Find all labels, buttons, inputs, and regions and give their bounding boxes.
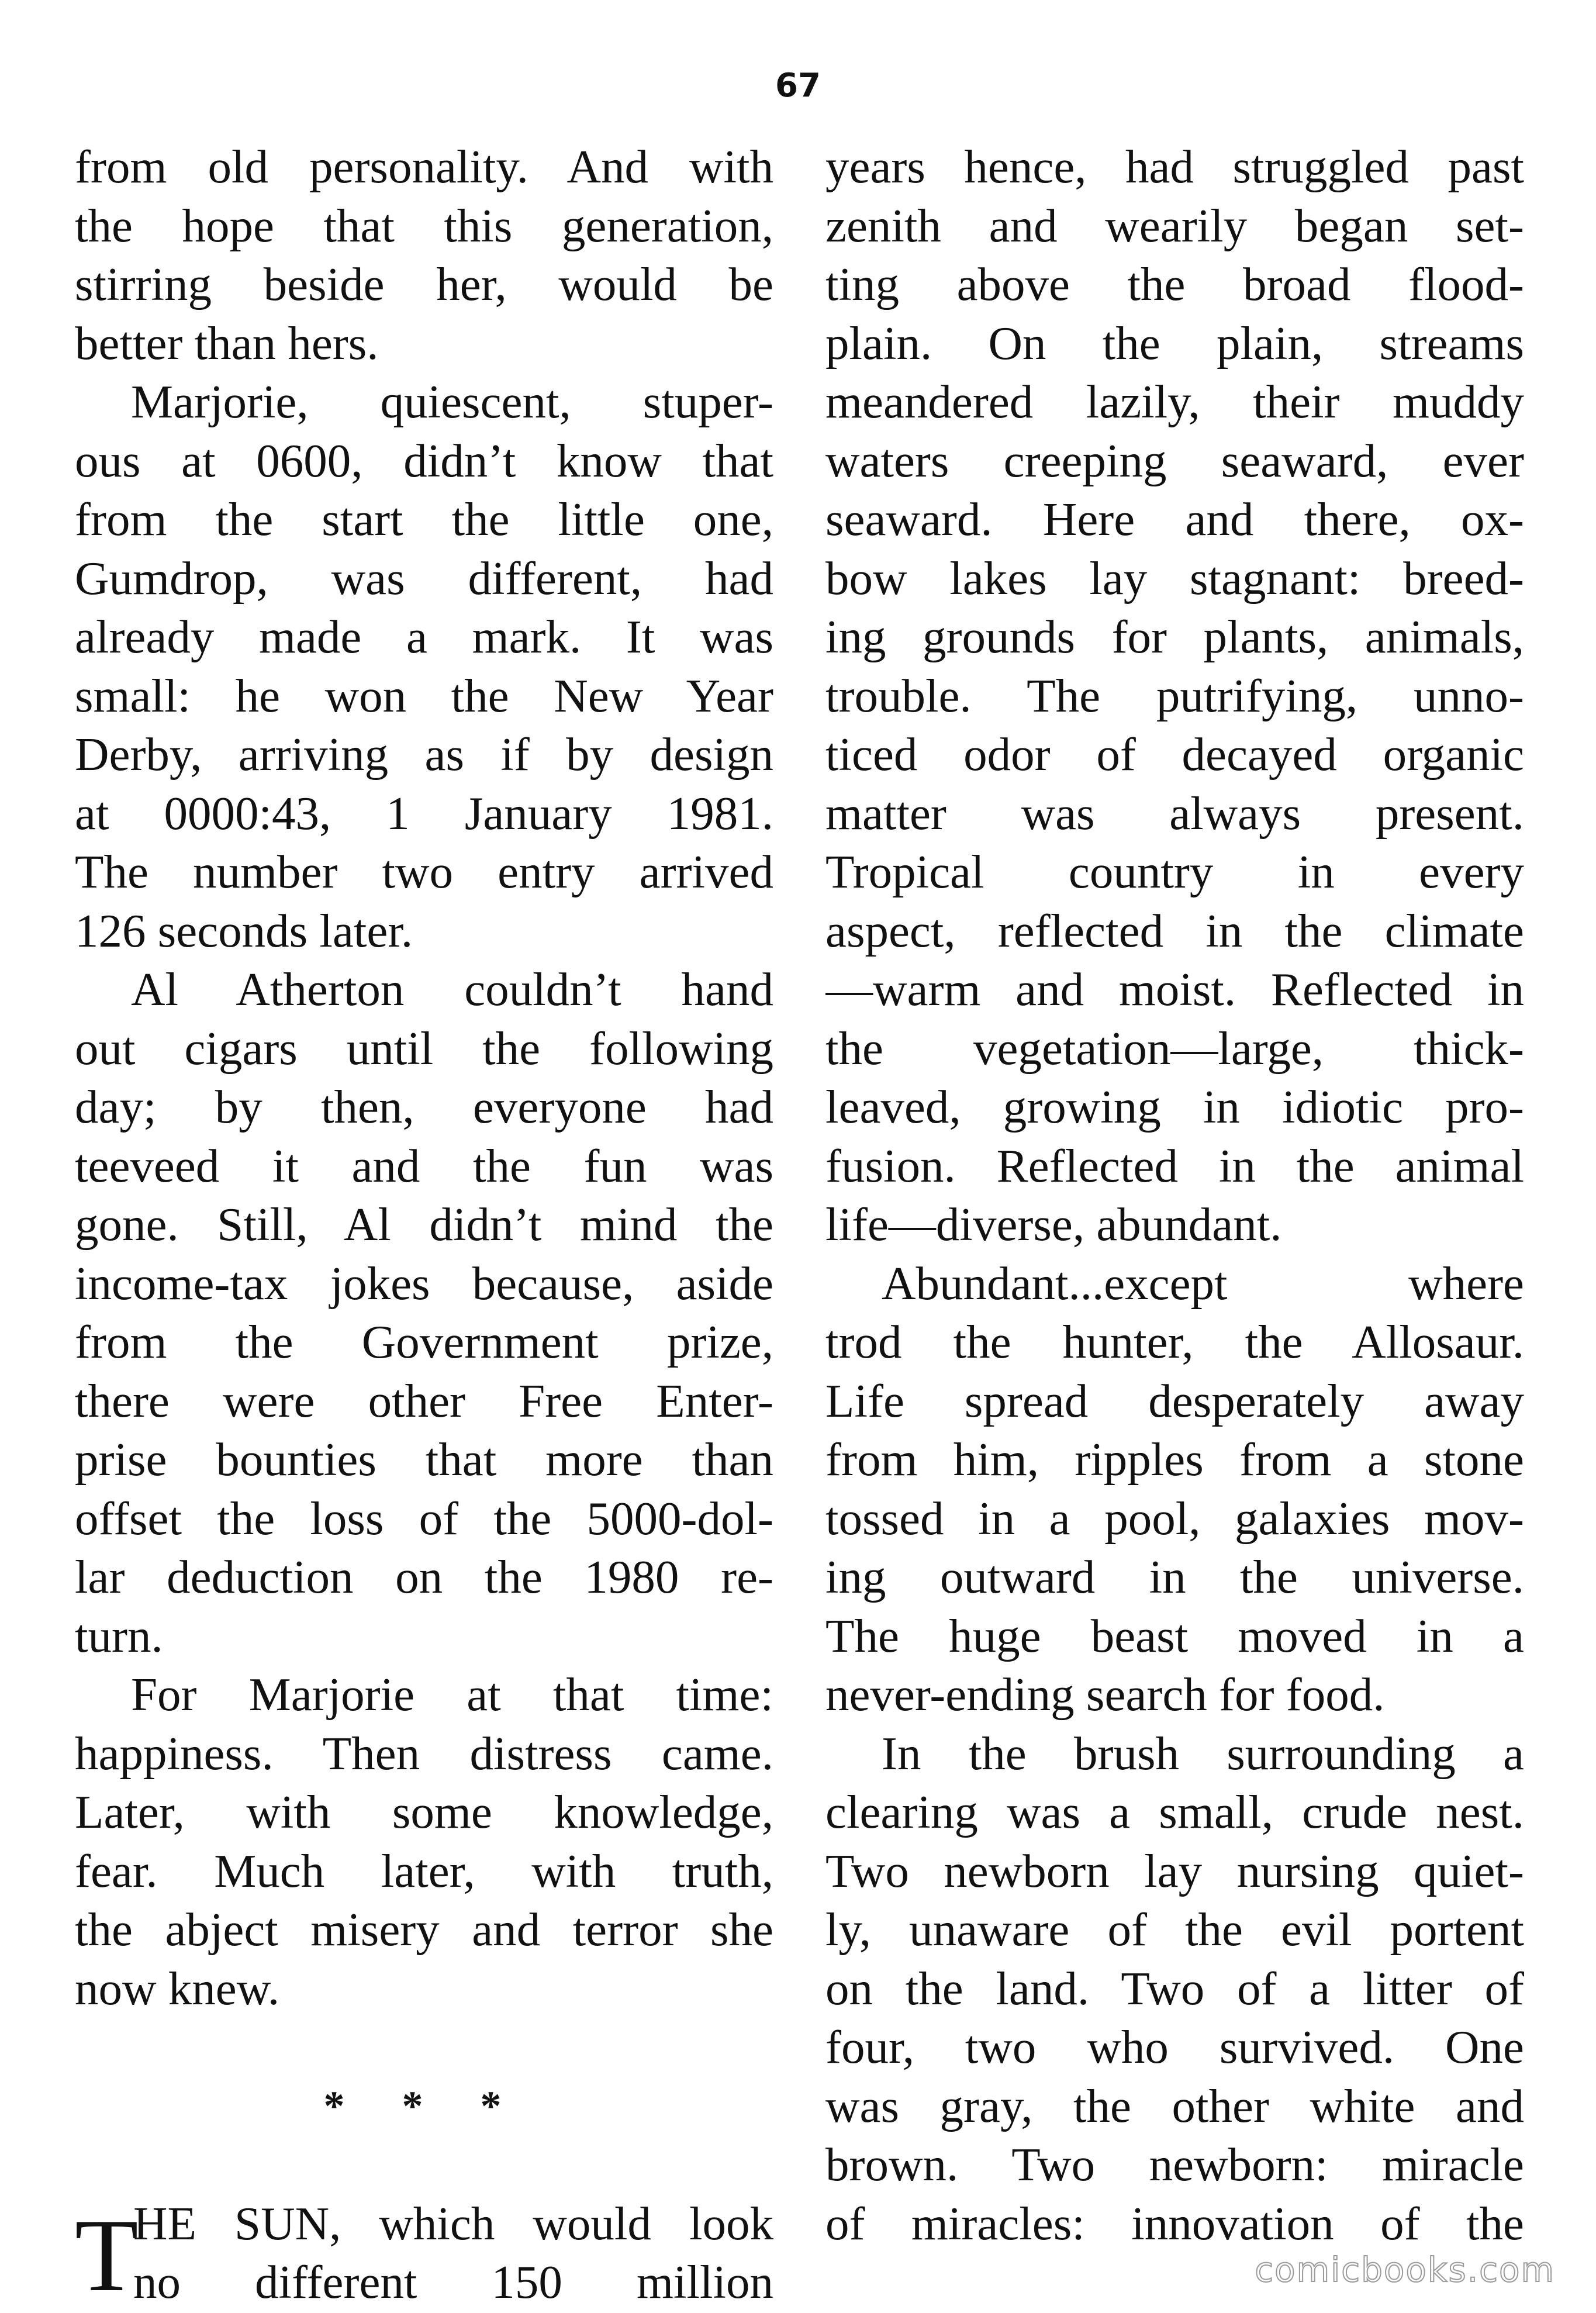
text-line: never-ending search for food. [825, 1668, 1385, 1721]
text-line: of miracles: innovation of the [825, 2197, 1524, 2250]
text-line: the abject misery and terror she [75, 1903, 773, 1956]
text-line: there were other Free Enter- [75, 1374, 773, 1427]
right-column [825, 137, 1524, 2253]
text-line: Life spread desperately away [825, 1374, 1524, 1427]
text-line: trouble. The putrifying, unno- [825, 669, 1524, 722]
text-line: brown. Two newborn: miracle [825, 2138, 1524, 2191]
watermark: comicbooks.com [1255, 2250, 1555, 2290]
text-line: day; by then, everyone had [75, 1080, 773, 1133]
text-line: now knew. [75, 1962, 280, 2015]
text-line: zenith and wearily began set- [825, 199, 1524, 252]
paragraph [825, 1254, 1524, 1724]
text-line: fusion. Reflected in the animal [825, 1139, 1524, 1192]
dropcap-paragraph [75, 2194, 773, 2312]
line-spacer [75, 2135, 773, 2194]
text-line: lar deduction on the 1980 re- [75, 1551, 773, 1603]
text-line: happiness. Then distress came. [75, 1727, 773, 1780]
text-line: small: he won the New Year [75, 669, 773, 722]
text-line: income-tax jokes because, aside [75, 1256, 773, 1310]
text-line: For Marjorie at that time: [131, 1668, 773, 1721]
text-line: ous at 0600, didn’t know that [75, 434, 773, 487]
section-separator: * * * [323, 2082, 525, 2129]
left-column [75, 137, 773, 2312]
text-line: out cigars until the following [75, 1021, 773, 1075]
text-line: no different 150 million [133, 2256, 773, 2308]
text-line: at 0000:43, 1 January 1981. [75, 786, 773, 840]
text-line: was gray, the other white and [825, 2079, 1524, 2132]
text-line: gone. Still, Al didn’t mind the [75, 1198, 773, 1251]
text-line: from the start the little one, [75, 493, 773, 546]
text-line: Two newborn lay nursing quiet- [825, 1844, 1524, 1897]
text-line: better than hers. [75, 316, 379, 370]
page-number: 67 [775, 67, 821, 105]
text-line: fear. Much later, with truth, [75, 1844, 773, 1897]
text-line: The huge beast moved in a [825, 1609, 1524, 1662]
text-line: seaward. Here and there, ox- [825, 493, 1524, 546]
text-line: ting above the broad flood- [825, 258, 1524, 310]
text-line: Gumdrop, was different, had [75, 551, 773, 605]
text-line: offset the loss of the 5000-dol- [75, 1492, 773, 1545]
text-line: ing grounds for plants, animals, [825, 610, 1524, 663]
text-line: Abundant...except where [882, 1256, 1524, 1310]
text-line: ing outward in the universe. [825, 1551, 1524, 1603]
text-line: Marjorie, quiescent, stuper- [131, 375, 773, 428]
text-line: the vegetation—large, thick- [825, 1021, 1524, 1075]
text-line: stirring beside her, would be [75, 258, 773, 310]
text-line: turn. [75, 1609, 163, 1662]
text-line: years hence, had struggled past [825, 140, 1524, 193]
text-line: Tropical country in every [825, 845, 1524, 898]
text-line: from the Government prize, [75, 1316, 773, 1368]
paragraph [825, 1724, 1524, 2253]
text-line: waters creeping seaward, ever [825, 434, 1524, 487]
text-line: Al Atherton couldn’t hand [131, 963, 773, 1016]
drop-cap: T [75, 2197, 139, 2313]
line-spacer [75, 2018, 773, 2077]
text-line: In the brush surrounding a [882, 1727, 1524, 1780]
text-line: Derby, arriving as if by design [75, 728, 773, 781]
text-line: Later, with some knowledge, [75, 1786, 773, 1838]
text-line: the hope that this generation, [75, 199, 773, 252]
text-line: prise bounties that more than [75, 1433, 773, 1486]
text-line: from old personality. And with [75, 140, 773, 193]
text-line: 126 seconds later. [75, 904, 413, 957]
text-line: tossed in a pool, galaxies mov- [825, 1492, 1524, 1545]
text-line: already made a mark. It was [75, 610, 773, 663]
text-line: matter was always present. [825, 786, 1524, 840]
text-line: teeveed it and the fun was [75, 1139, 773, 1192]
text-line: —warm and moist. Reflected in [825, 963, 1524, 1016]
text-line: leaved, growing in idiotic pro- [825, 1080, 1524, 1133]
paragraph [75, 137, 773, 372]
paragraph [75, 1665, 773, 2018]
paragraph [75, 960, 773, 1665]
text-line: clearing was a small, crude nest. [825, 1786, 1524, 1838]
paragraph [75, 372, 773, 960]
text-line: aspect, reflected in the climate [825, 904, 1524, 957]
text-line: meandered lazily, their muddy [825, 375, 1524, 428]
text-line: bow lakes lay stagnant: breed- [825, 551, 1524, 605]
text-line: on the land. Two of a litter of [825, 1962, 1524, 2015]
text-line: trod the hunter, the Allosaur. [825, 1316, 1524, 1368]
text-line: HE SUN, which would look [133, 2197, 773, 2250]
text-line: life—diverse, abundant. [825, 1198, 1282, 1251]
text-line: ly, unaware of the evil portent [825, 1903, 1524, 1956]
text-line: ticed odor of decayed organic [825, 728, 1524, 781]
text-line: The number two entry arrived [75, 845, 773, 898]
text-line: four, two who survived. One [825, 2021, 1524, 2073]
paragraph [825, 137, 1524, 1254]
text-line: plain. On the plain, streams [825, 316, 1524, 370]
text-line: from him, ripples from a stone [825, 1433, 1524, 1486]
